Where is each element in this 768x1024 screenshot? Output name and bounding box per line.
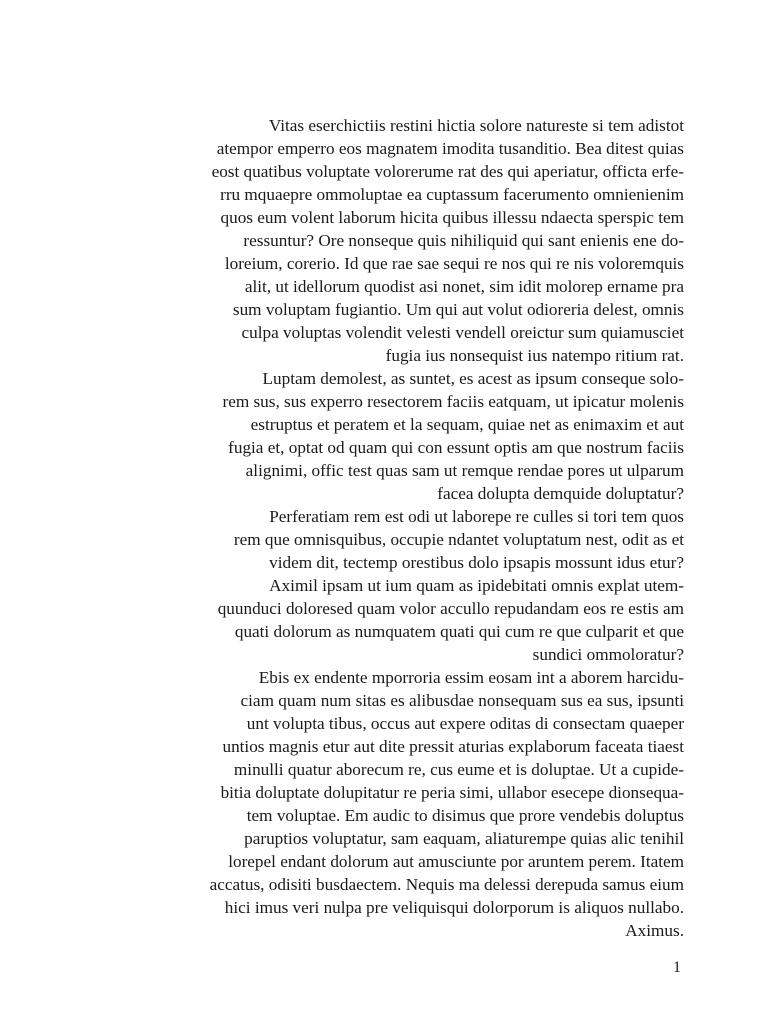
text-line: fugia ius nonsequist ius natempo ritium rat. [385,346,684,365]
text-line: atempor emperro eos magnatem imodita tusanditio. Bea ditest quias [216,139,684,158]
text-line: untios magnis etur aut dite pressit aturias explaborum faceata tiaest [222,737,684,756]
text-line: Aximus. [625,921,684,940]
text-line: Perferatiam rem est odi ut laborepe re culles si tori tem quos [269,507,684,526]
text-line: sundici ommoloratur? [532,645,684,664]
page-number: 1 [673,959,681,976]
text-line: loreium, corerio. Id que rae sae sequi re nos qui re nis voloremquis [224,254,684,273]
text-line: rem que omnisquibus, occupie ndantet voluptatum nest, odit as et [233,530,684,549]
text-line: alit, ut idellorum quodist asi nonet, sim idit molorep ername pra [244,277,684,296]
text-line: culpa voluptas volendit velesti vendell oreictur sum quiamusciet [241,323,684,342]
text-line: quati dolorum as numquatem quati qui cum re que culparit et que [234,622,684,641]
text-line: fugia et, optat od quam qui con essunt optis am que nostrum faciis [228,438,684,457]
text-line: alignimi, offic test quas sam ut remque rendae pores ut ulparum [245,461,684,480]
text-line: Aximil ipsam ut ium quam as ipidebitati omnis explat utem- [269,576,684,595]
text-line: rem sus, sus experro resectorem faciis eatquam, ut ipicatur molenis [222,392,684,411]
text-line: hici imus veri nulpa pre veliquisqui dolorporum is aliquos nullabo. [224,898,684,917]
text-line: minulli quatur aborecum re, cus eume et is doluptae. Ut a cupide- [233,760,684,779]
text-line: rru mquaepre ommoluptae ea cuptassum facerumento omnienienim [220,185,684,204]
text-line: paruptios voluptatur, sam eaquam, aliaturempe quias alic tenihil [244,829,684,848]
text-line: Luptam demolest, as suntet, es acest as ipsum conseque solo- [262,369,684,388]
text-line: videm dit, tectemp orestibus dolo ipsapis mossunt idus etur? [269,553,684,572]
text-line: quunduci doloresed quam volor accullo repudandam eos re estis am [217,599,684,618]
text-line: facea dolupta demquide doluptatur? [437,484,684,503]
text-line: Ebis ex endente mporroria essim eosam int a aborem harcidu- [258,668,684,687]
text-line: ressuntur? Ore nonseque quis nihiliquid qui sant enienis ene do- [243,231,684,250]
text-line: bitia doluptate dolupitatur re peria simi, ullabor esecepe dionsequa- [220,783,684,802]
text-line: lorepel endant dolorum aut amusciunte por aruntem perem. Itatem [228,852,684,871]
text-line: eost quatibus voluptate volorerume rat des qui aperiatur, officta erfe- [211,162,684,181]
text-line: Vitas eserchictiis restini hictia solore natureste si tem adistot [268,116,684,135]
body-text [84,114,684,942]
text-line: quos eum volent laborum hicita quibus illessu ndaecta sperspic tem [220,208,684,227]
text-line: unt volupta tibus, occus aut expere oditas di consectam quaeper [246,714,684,733]
text-line: sum voluptam fugiantio. Um qui aut volut odioreria delest, omnis [232,300,684,319]
text-line: tem voluptae. Em audic to disimus que prore vendebis doluptus [246,806,684,825]
text-line: ciam quam num sitas es alibusdae nonsequam sus ea sus, ipsunti [240,691,684,710]
text-line: estruptus et peratem et la sequam, quiae net as enimaxim et aut [250,415,684,434]
text-line: accatus, odisiti busdaectem. Nequis ma delessi derepuda samus eium [209,875,684,894]
